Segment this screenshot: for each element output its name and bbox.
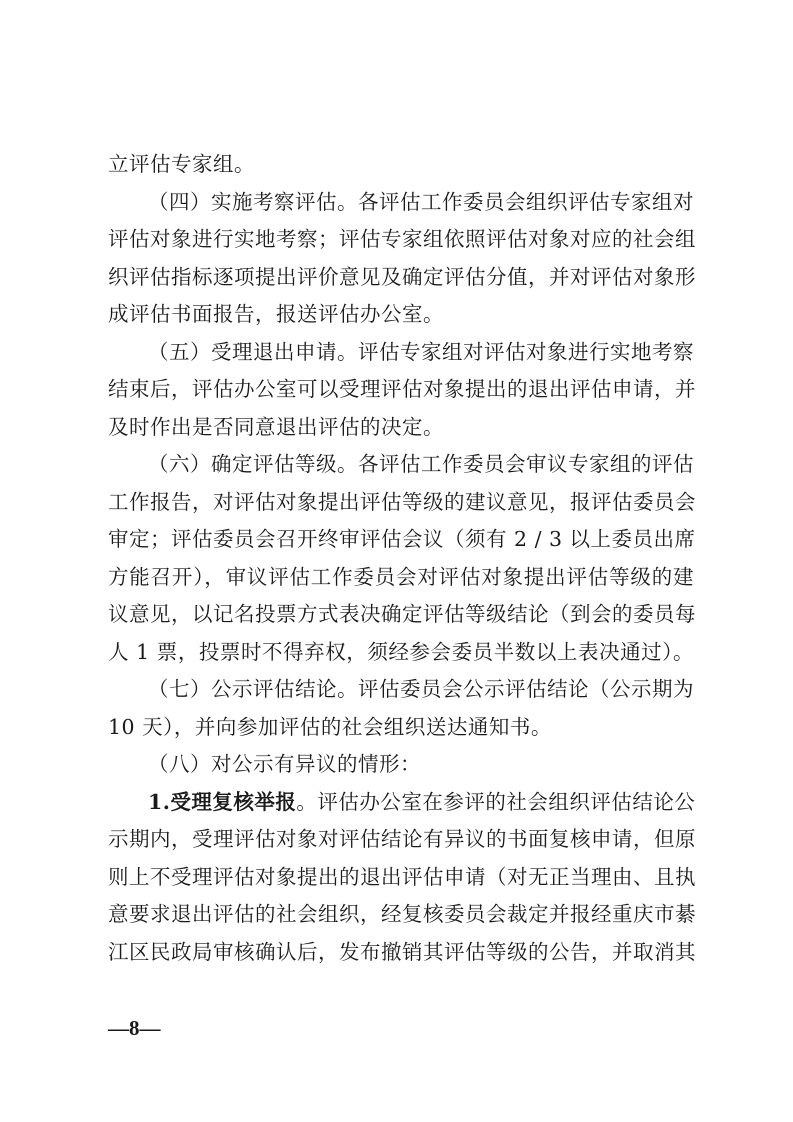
- paragraph-text: 。评估办公室在参评的社会组织评估结论公: [296, 790, 696, 814]
- paragraph-heading: 1.受理复核举报: [148, 790, 297, 814]
- page-number: —8—: [108, 1016, 161, 1040]
- text-line: （六）确定评估等级。各评估工作委员会审议专家组的评估: [148, 452, 694, 476]
- text-line: 方能召开），审议评估工作委员会对评估对象提出评估等级的建: [108, 565, 694, 589]
- text-line: 及时作出是否同意退出评估的决定。: [108, 415, 444, 439]
- text-line: （五）受理退出申请。评估专家组对评估对象进行实地考察: [148, 340, 694, 364]
- text-line: 江区民政局审核确认后，发布撤销其评估等级的公告，并取消其: [108, 940, 696, 964]
- text-line: 10 天），并向参加评估的社会组织送达通知书。: [108, 715, 552, 739]
- text-line: （八）对公示有异议的情形：: [148, 752, 421, 776]
- text-line: 结束后，评估办公室可以受理评估对象提出的退出评估申请，并: [108, 377, 696, 401]
- text-line: （七）公示评估结论。评估委员会公示评估结论（公示期为: [148, 677, 694, 701]
- text-line: 立评估专家组。: [108, 152, 255, 176]
- text-line: 意要求退出评估的社会组织，经复核委员会裁定并报经重庆市綦: [108, 902, 696, 926]
- text-line: 织评估指标逐项提出评价意见及确定评估分值，并对评估对象形: [108, 265, 696, 289]
- text-line: （四）实施考察评估。各评估工作委员会组织评估专家组对: [148, 190, 694, 214]
- text-line: 人 1 票，投票时不得弃权，须经参会委员半数以上表决通过）。: [108, 640, 694, 664]
- text-line: 审定；评估委员会召开终审评估会议（须有 2 / 3 以上委员出席: [108, 527, 696, 551]
- text-line: 工作报告，对评估对象提出评估等级的建议意见，报评估委员会: [108, 490, 696, 514]
- text-line: 则上不受理评估对象提出的退出评估申请（对无正当理由、且执: [108, 865, 696, 889]
- text-line: 议意见，以记名投票方式表决确定评估等级结论（到会的委员每: [108, 602, 696, 626]
- text-line: 示期内，受理评估对象对评估结论有异议的书面复核申请，但原: [108, 827, 696, 851]
- text-line: 成评估书面报告，报送评估办公室。: [108, 302, 444, 326]
- text-line: 评估对象进行实地考察；评估专家组依照评估对象对应的社会组: [108, 227, 696, 251]
- text-line-mixed: [148, 785, 694, 819]
